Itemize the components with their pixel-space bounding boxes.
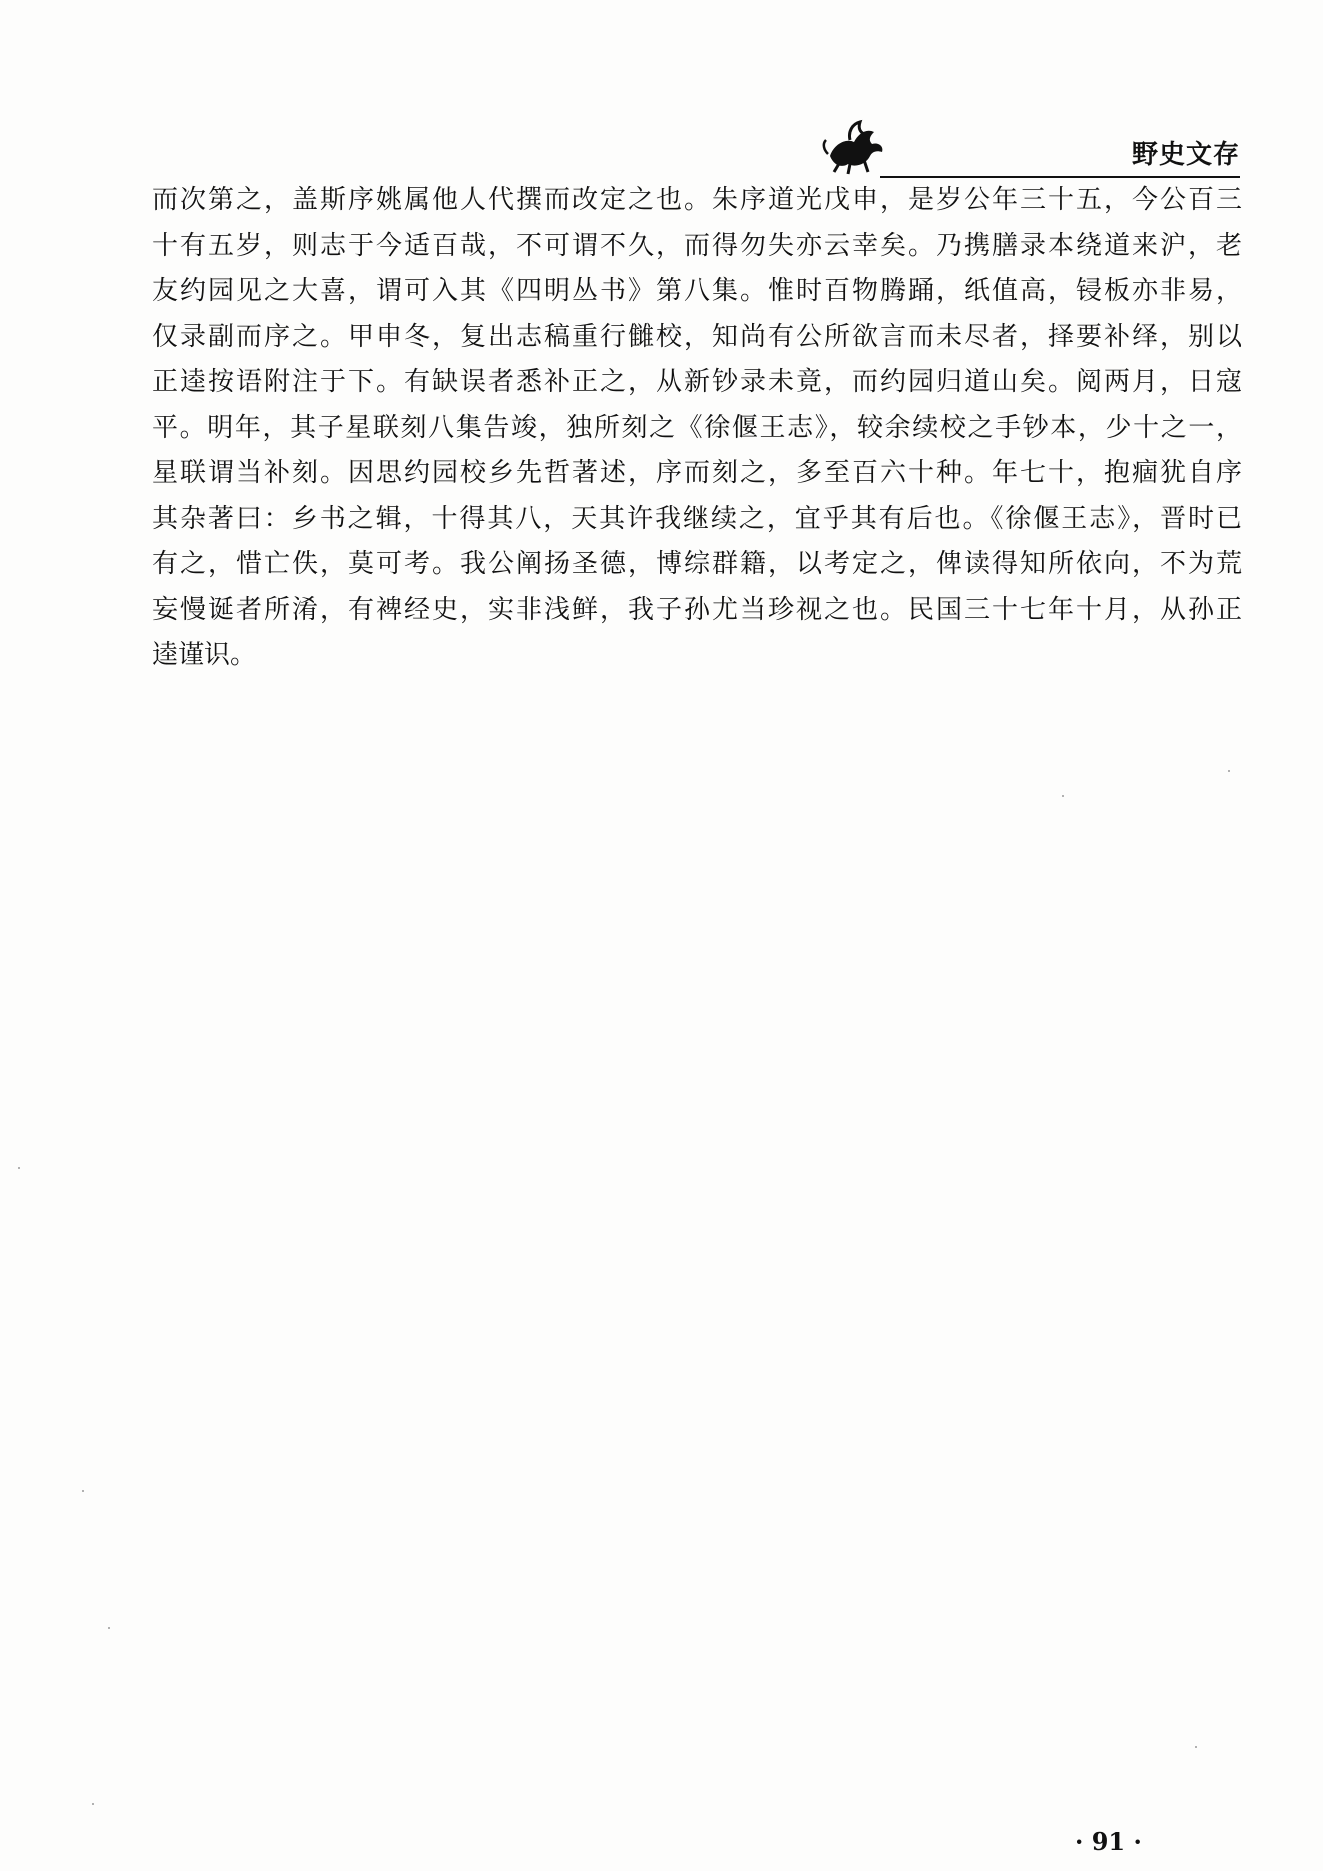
text-line: 有之，惜亡佚，莫可考。我公阐扬圣德，博综群籍，以考定之，俾读得知所依向，不为荒 xyxy=(152,549,1242,579)
scan-speck xyxy=(1062,795,1064,797)
text-line: 仅录副而序之。甲申冬，复出志稿重行雠校，知尚有公所欲言而未尽者，择要补绎，别以 xyxy=(152,321,1242,352)
text-line: 平。明年，其子星联刻八集告竣，独所刻之《徐偃王志》，较余续校之手钞本，少十之一， xyxy=(152,412,1242,443)
text-line: 友约园见之大喜，谓可入其《四明丛书》第八集。惟时百物腾踊，纸值高，锓板亦非易， xyxy=(152,276,1242,306)
text-line: 正逵按语附注于下。有缺误者悉补正之，从新钞录未竟，而约园归道山矣。阅两月，日寇 xyxy=(152,367,1242,397)
text-line: 逵谨识。 xyxy=(152,640,257,670)
scan-speck xyxy=(1195,1746,1197,1748)
text-line: 十有五岁，则志于今适百哉，不可谓不久，而得勿失亦云幸矣。乃携膳录本绕道来沪，老 xyxy=(152,230,1242,261)
scan-speck xyxy=(108,1627,110,1629)
body-text xyxy=(152,178,1242,679)
page-number: · 91 · xyxy=(1075,1827,1142,1856)
header-title: 野史文存 xyxy=(1131,140,1240,170)
scan-speck xyxy=(82,1490,84,1492)
scan-speck xyxy=(18,1167,20,1169)
text-line: 其杂著曰：乡书之辑，十得其八，天其许我继续之，宜乎其有后也。《徐偃王志》，晋时已 xyxy=(152,503,1242,534)
text-line: 而次第之，盖斯序姚属他人代撰而改定之也。朱序道光戊申，是岁公年三十五，今公百三 xyxy=(152,185,1242,215)
running-header xyxy=(820,108,1240,180)
text-line: 星联谓当补刻。因思约园校乡先哲著述，序而刻之，多至百六十种。年七十，抱痼犹自序 xyxy=(152,458,1242,488)
scan-speck xyxy=(1228,770,1230,772)
scan-speck xyxy=(92,1803,94,1805)
text-line: 妄慢诞者所淆，有裨经史，实非浅鲜，我子孙尤当珍视之也。民国三十七年十月，从孙正 xyxy=(152,594,1242,625)
dragon-emblem-icon xyxy=(820,116,892,176)
